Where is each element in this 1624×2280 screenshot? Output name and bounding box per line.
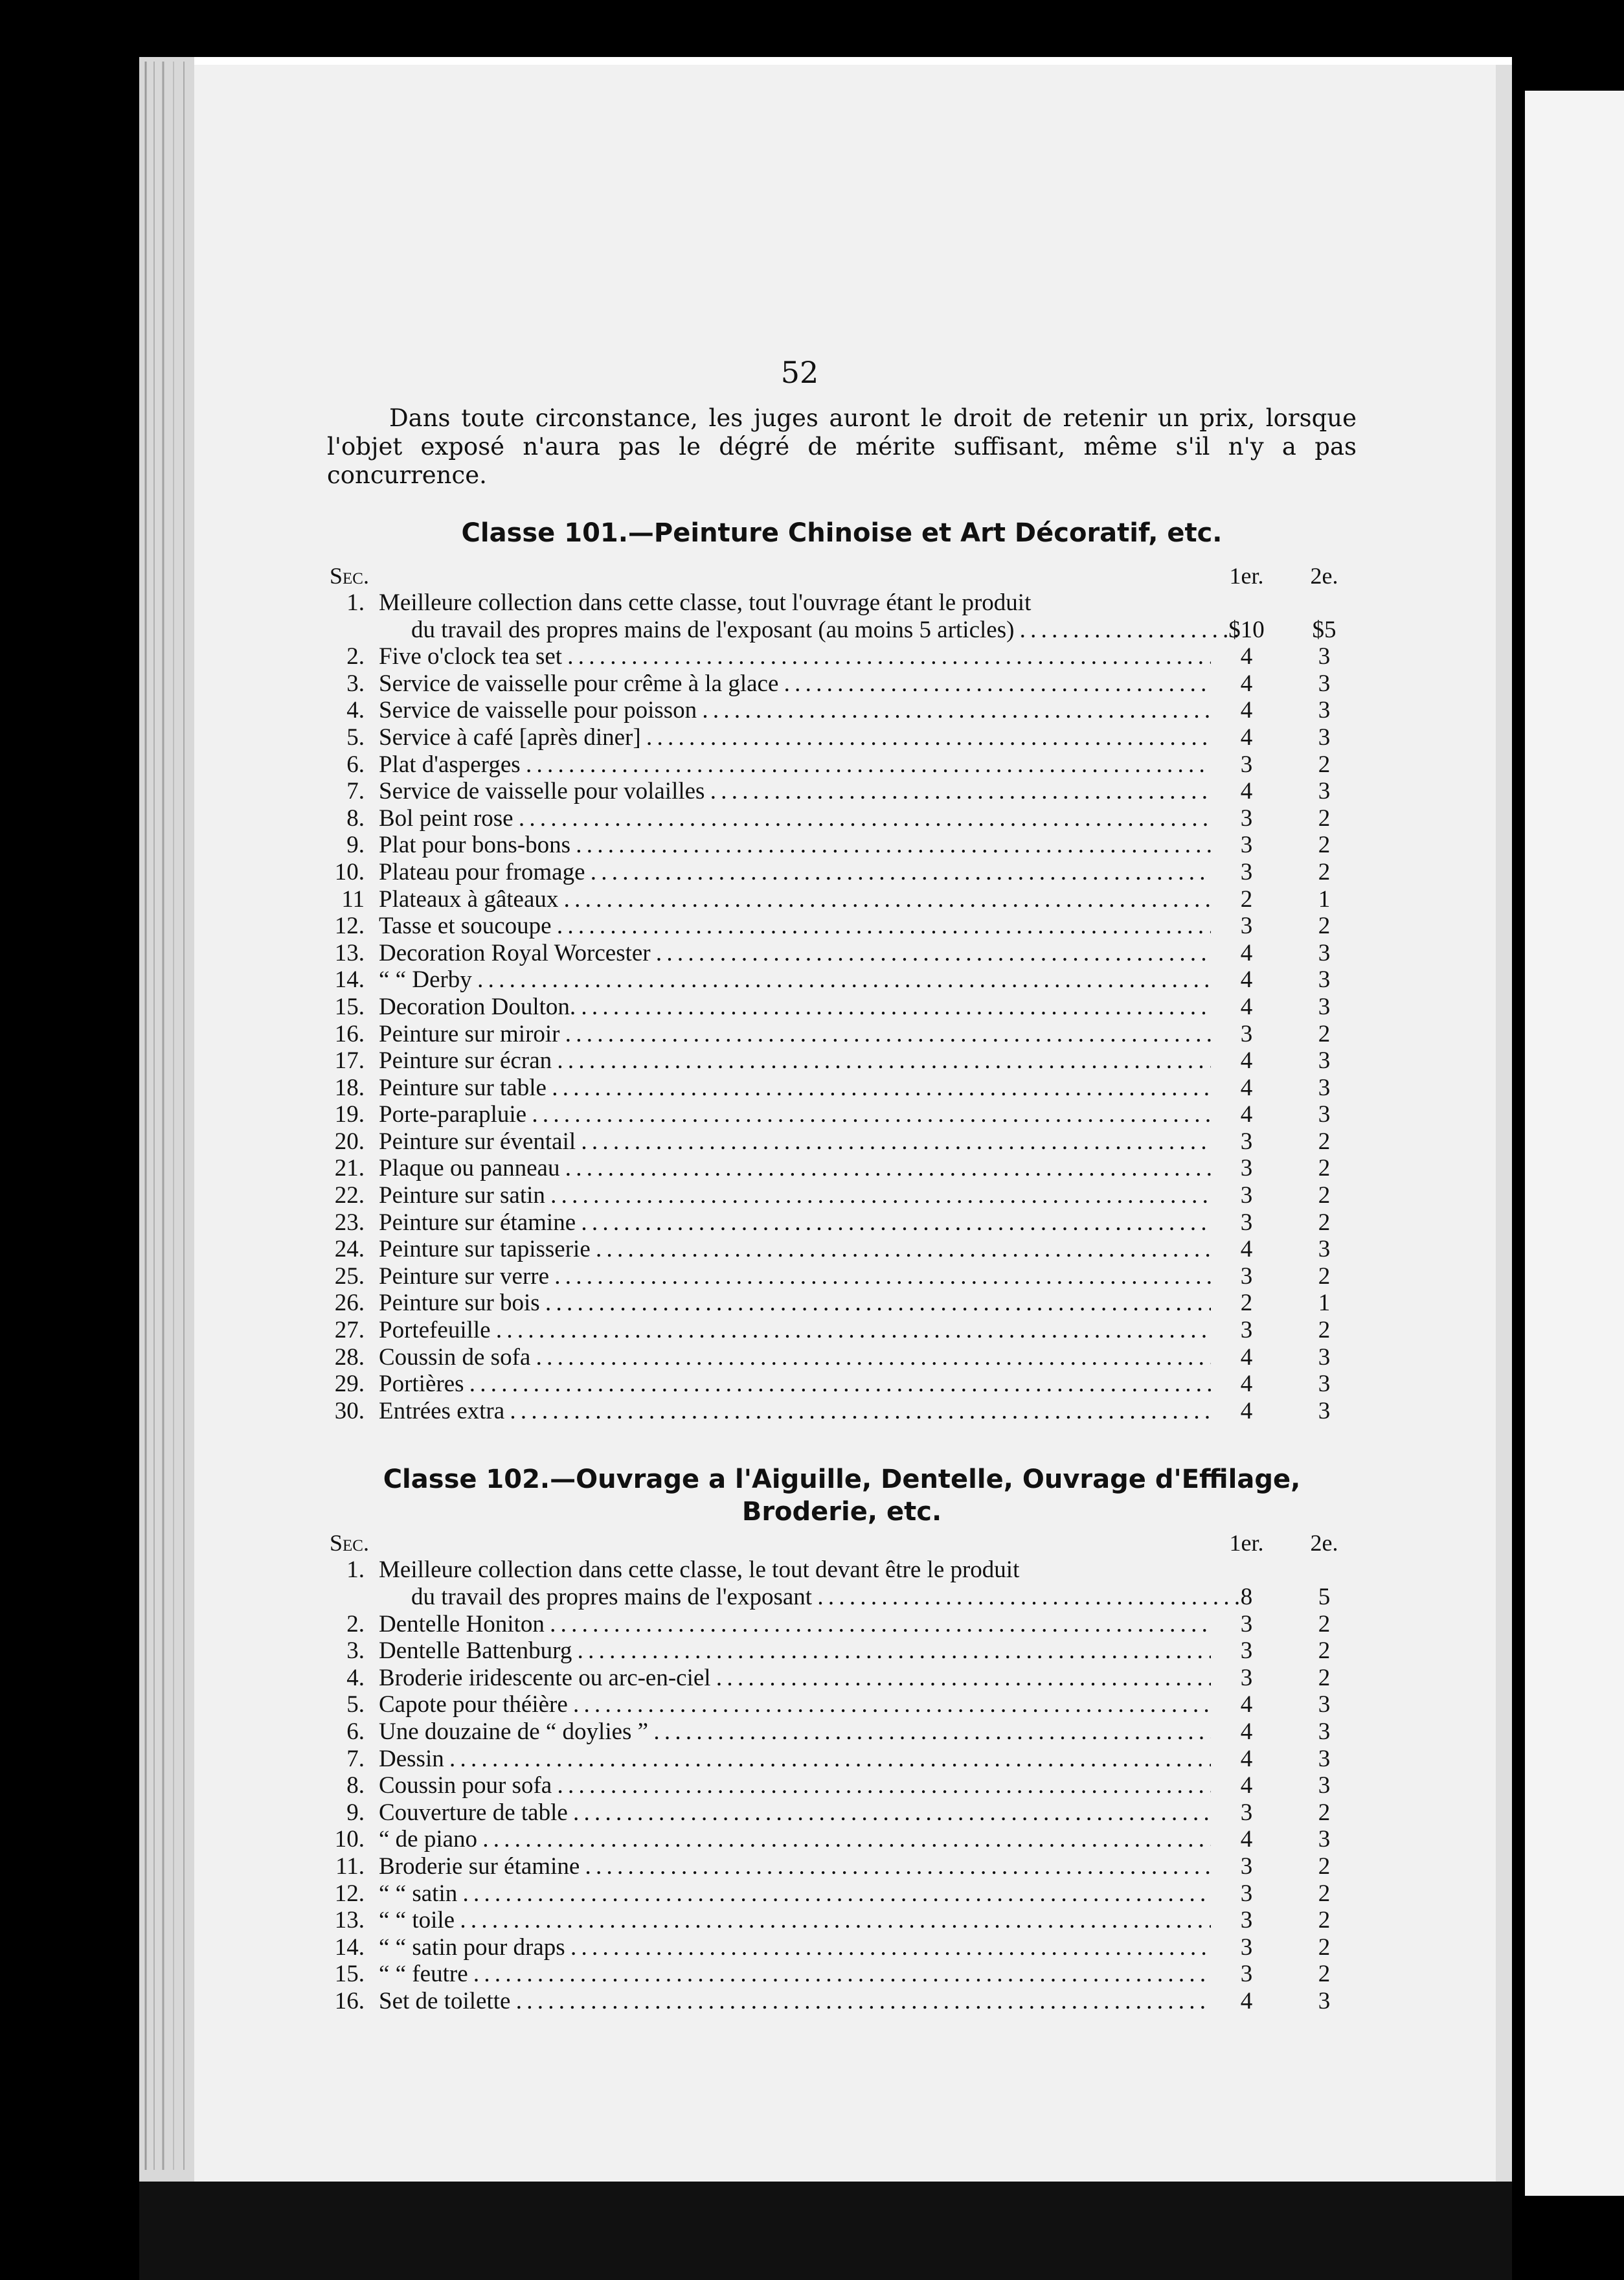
prize-entry-row <box>327 1772 1357 1799</box>
prize-entry-row <box>327 1128 1357 1156</box>
entry-number: 2. <box>346 1610 365 1637</box>
entry-label: Set de toilette . . . <box>379 1988 1211 2015</box>
entry-number: 17. <box>334 1047 365 1075</box>
second-prize-amount: 2 <box>1318 1020 1331 1047</box>
entry-number: 6. <box>346 1718 365 1745</box>
second-prize-amount: 3 <box>1318 966 1331 994</box>
second-prize-amount: $5 <box>1312 616 1336 643</box>
prize-entry-row <box>327 1718 1357 1746</box>
entry-number: 6. <box>346 751 365 778</box>
second-prize-amount: 3 <box>1318 1074 1331 1101</box>
entry-number: 9. <box>346 832 365 859</box>
first-prize-amount: 4 <box>1240 724 1253 751</box>
entry-number: 18. <box>334 1074 365 1101</box>
entry-number: 10. <box>334 1826 365 1853</box>
first-prize-amount: 3 <box>1240 913 1253 940</box>
first-prize-amount: 3 <box>1240 1262 1253 1290</box>
first-prize-amount: 4 <box>1240 1047 1253 1075</box>
prize-entry-row <box>327 1556 1357 1584</box>
entry-number: 20. <box>334 1128 365 1155</box>
entry-number: 23. <box>334 1209 365 1236</box>
first-prize-amount: 3 <box>1240 1610 1253 1637</box>
entry-number: 1. <box>346 1556 365 1584</box>
entry-number: 28. <box>334 1343 365 1371</box>
second-prize-amount: 3 <box>1318 939 1331 966</box>
entry-number: 30. <box>334 1397 365 1424</box>
entry-label: Meilleure collection dans cette classe, tout l'ouvrage étant le produit <box>379 589 1032 616</box>
second-prize-amount: 3 <box>1318 643 1331 670</box>
prize-entry-row <box>327 886 1357 913</box>
entry-label: Peinture sur verre . . . <box>379 1263 1211 1290</box>
entry-number: 10. <box>334 858 365 885</box>
prize-entry-row <box>327 832 1357 859</box>
second-prize-amount: 3 <box>1318 1397 1331 1424</box>
entry-label: “ “ Derby . . . <box>379 966 1211 994</box>
first-prize-amount: 3 <box>1240 751 1253 778</box>
second-prize-amount: 3 <box>1318 778 1331 805</box>
second-prize-amount: 2 <box>1318 913 1331 940</box>
entry-label: Service de vaisselle pour crême à la glace . . . <box>379 670 1211 698</box>
entry-label: Capote pour théière . . . <box>379 1691 1211 1718</box>
entry-number: 19. <box>334 1101 365 1128</box>
prize-entry-row <box>327 1236 1357 1263</box>
second-prize-header: 2e. <box>1310 1530 1338 1556</box>
first-prize-amount: 3 <box>1240 1799 1253 1826</box>
prize-entry-row <box>327 1075 1357 1102</box>
first-prize-amount: 3 <box>1240 1317 1253 1344</box>
second-prize-amount: 2 <box>1318 1182 1331 1209</box>
entry-label: Coussin pour sofa . . . <box>379 1772 1211 1799</box>
entry-label: Service de vaisselle pour poisson . . . <box>379 697 1211 724</box>
prize-entry-row <box>327 805 1357 832</box>
entry-number: 15. <box>334 1961 365 1988</box>
entry-label: Dentelle Honiton . . . <box>379 1611 1211 1638</box>
prize-entry-row <box>327 1290 1357 1317</box>
entry-label: “ “ toile . . . <box>379 1907 1211 1934</box>
prize-entry-row <box>327 1209 1357 1237</box>
class-101-heading: Classe 101.—Peinture Chinoise et Art Décoratif, etc. <box>461 518 1223 548</box>
entry-number: 21. <box>334 1155 365 1182</box>
first-prize-amount: 4 <box>1240 993 1253 1020</box>
first-prize-amount: 3 <box>1240 858 1253 885</box>
entry-number: 13. <box>334 1907 365 1934</box>
entry-number: 5. <box>346 724 365 751</box>
entry-label: du travail des propres mains de l'exposant (au moins 5 articles) . . . <box>411 617 1243 644</box>
prize-entry-row <box>327 670 1357 698</box>
second-prize-amount: 3 <box>1318 1236 1331 1263</box>
prize-entry-row <box>327 1853 1357 1880</box>
entry-number: 13. <box>334 939 365 966</box>
first-prize-amount: 4 <box>1240 1718 1253 1745</box>
prize-entry-row <box>327 1665 1357 1692</box>
first-prize-amount: 4 <box>1240 966 1253 994</box>
entry-number: 16. <box>334 1987 365 2014</box>
second-prize-amount: 2 <box>1318 1961 1331 1988</box>
first-prize-header: 1er. <box>1229 1530 1264 1556</box>
entry-number: 25. <box>334 1262 365 1290</box>
second-prize-amount: 3 <box>1318 1987 1331 2014</box>
prize-entry-row <box>327 859 1357 886</box>
first-prize-amount: 4 <box>1240 1397 1253 1424</box>
entry-number: 12. <box>334 1880 365 1907</box>
prize-entry-row <box>327 966 1357 994</box>
first-prize-amount: 3 <box>1240 1128 1253 1155</box>
entry-label: Plat pour bons-bons . . . <box>379 832 1211 859</box>
second-prize-amount: 3 <box>1318 1371 1331 1398</box>
class-102-heading-line2: Broderie, etc. <box>741 1497 942 1527</box>
entry-number: 27. <box>334 1317 365 1344</box>
second-prize-amount: 2 <box>1318 858 1331 885</box>
prize-entry-row <box>327 1637 1357 1665</box>
entry-number: 7. <box>346 1745 365 1772</box>
first-prize-amount: 3 <box>1240 1664 1253 1691</box>
entry-number: 3. <box>346 1637 365 1665</box>
first-prize-amount: 4 <box>1240 670 1253 697</box>
entry-label: Plateau pour fromage . . . <box>379 859 1211 886</box>
first-prize-amount: 4 <box>1240 1343 1253 1371</box>
second-prize-amount: 2 <box>1318 1209 1331 1236</box>
prize-entry-row <box>327 1799 1357 1827</box>
entry-label: “ “ satin . . . <box>379 1880 1211 1908</box>
second-prize-amount: 3 <box>1318 1745 1331 1772</box>
second-prize-amount: 2 <box>1318 804 1331 832</box>
entry-number: 8. <box>346 804 365 832</box>
prize-entry-row <box>327 778 1357 805</box>
prize-entry-row <box>327 724 1357 751</box>
second-prize-amount: 2 <box>1318 1852 1331 1880</box>
first-prize-amount: 4 <box>1240 778 1253 805</box>
entry-number: 14. <box>334 1933 365 1961</box>
second-prize-amount: 2 <box>1318 832 1331 859</box>
second-prize-amount: 2 <box>1318 1933 1331 1961</box>
prize-entry-row <box>327 1182 1357 1209</box>
first-prize-amount: 4 <box>1240 1101 1253 1128</box>
first-prize-amount: 8 <box>1240 1584 1253 1610</box>
entry-number: 7. <box>346 778 365 805</box>
first-prize-amount: 2 <box>1240 1290 1253 1317</box>
entry-label: Plateaux à gâteaux . . . <box>379 886 1211 913</box>
entry-label: Peinture sur tapisserie . . . <box>379 1236 1211 1263</box>
first-prize-amount: 3 <box>1240 1020 1253 1047</box>
entry-label: Five o'clock tea set . . . <box>379 643 1211 670</box>
entry-label: du travail des propres mains de l'exposant . . . <box>411 1584 1243 1611</box>
second-prize-amount: 3 <box>1318 670 1331 697</box>
prize-entry-row <box>327 697 1357 724</box>
second-prize-amount: 3 <box>1318 1718 1331 1745</box>
second-prize-amount: 3 <box>1318 1343 1331 1371</box>
entry-label: Broderie iridescente ou arc-en-ciel . . . <box>379 1665 1211 1692</box>
first-prize-amount: 3 <box>1240 1182 1253 1209</box>
entry-number: 4. <box>346 697 365 724</box>
second-prize-amount: 2 <box>1318 1610 1331 1637</box>
entry-label: Decoration Royal Worcester . . . <box>379 940 1211 967</box>
prize-entry-row <box>327 994 1357 1021</box>
entry-number: 12. <box>334 913 365 940</box>
first-prize-amount: 3 <box>1240 1852 1253 1880</box>
second-prize-amount: 5 <box>1318 1584 1331 1610</box>
first-prize-amount: 4 <box>1240 1772 1253 1799</box>
prize-entry-row <box>327 1021 1357 1048</box>
entry-number: 2. <box>346 643 365 670</box>
entry-label: Peinture sur étamine . . . <box>379 1209 1211 1237</box>
second-prize-amount: 2 <box>1318 1317 1331 1344</box>
prize-entry-row <box>327 1371 1357 1398</box>
first-prize-amount: 4 <box>1240 1826 1253 1853</box>
prize-entry-row <box>327 1344 1357 1371</box>
first-prize-amount: 3 <box>1240 1933 1253 1961</box>
first-prize-amount: 4 <box>1240 939 1253 966</box>
entry-label: “ de piano . . . <box>379 1826 1211 1853</box>
prize-entry-row <box>327 1611 1357 1638</box>
first-prize-amount: 3 <box>1240 832 1253 859</box>
entry-label: Peinture sur éventail . . . <box>379 1128 1211 1156</box>
second-prize-amount: 1 <box>1318 1290 1331 1317</box>
second-prize-amount: 2 <box>1318 751 1331 778</box>
entry-label: Peinture sur bois . . . <box>379 1290 1211 1317</box>
entry-label: Une douzaine de “ doylies ” . . . <box>379 1718 1211 1746</box>
first-prize-amount: 3 <box>1240 1880 1253 1907</box>
prize-entry-row <box>327 1826 1357 1853</box>
entry-label: Bol peint rose . . . <box>379 805 1211 832</box>
sec-column-header: Sec. <box>330 563 369 589</box>
second-prize-amount: 3 <box>1318 1101 1331 1128</box>
prize-entry-row <box>327 751 1357 779</box>
prize-entry-row <box>327 1047 1357 1075</box>
class-101-entries <box>327 589 1357 1424</box>
page-content <box>327 350 1357 2015</box>
second-prize-amount: 3 <box>1318 993 1331 1020</box>
second-prize-header: 2e. <box>1310 563 1338 589</box>
second-prize-amount: 2 <box>1318 1799 1331 1826</box>
entry-label: Decoration Doulton. . . . <box>379 994 1211 1021</box>
entry-number: 22. <box>334 1182 365 1209</box>
entry-label: Plaque ou panneau . . . <box>379 1155 1211 1182</box>
class-102-heading <box>327 1463 1357 1528</box>
first-prize-amount: $10 <box>1228 616 1265 643</box>
entry-number: 14. <box>334 966 365 994</box>
second-prize-amount: 2 <box>1318 1128 1331 1155</box>
entry-number: 16. <box>334 1020 365 1047</box>
entry-label: Dentelle Battenburg . . . <box>379 1637 1211 1665</box>
class-101-column-headers <box>327 562 1357 589</box>
first-prize-amount: 2 <box>1240 885 1253 913</box>
entry-label: Service à café [après diner] . . . <box>379 724 1211 751</box>
entry-label: Broderie sur étamine . . . <box>379 1853 1211 1880</box>
entry-label: Peinture sur satin . . . <box>379 1182 1211 1209</box>
entry-label: Service de vaisselle pour volailles . . . <box>379 778 1211 805</box>
entry-label: Dessin . . . <box>379 1746 1211 1773</box>
entry-label: “ “ satin pour draps . . . <box>379 1934 1211 1961</box>
second-prize-amount: 3 <box>1318 1772 1331 1799</box>
prize-entry-row <box>327 589 1357 617</box>
class-102-column-headers <box>327 1529 1357 1556</box>
first-prize-amount: 3 <box>1240 1961 1253 1988</box>
entry-number: 15. <box>334 993 365 1020</box>
entry-label: Peinture sur table . . . <box>379 1075 1211 1102</box>
first-prize-amount: 3 <box>1240 1637 1253 1665</box>
prize-entry-row <box>327 1934 1357 1961</box>
first-prize-amount: 3 <box>1240 1907 1253 1934</box>
prize-entry-row <box>327 1101 1357 1128</box>
entry-number: 1. <box>346 589 365 616</box>
entry-label: Portières . . . <box>379 1371 1211 1398</box>
entry-number: 4. <box>346 1664 365 1691</box>
prize-entry-row <box>327 1988 1357 2015</box>
entry-number: 24. <box>334 1236 365 1263</box>
sec-column-header: Sec. <box>330 1530 369 1556</box>
prize-entry-row <box>327 617 1357 644</box>
second-prize-amount: 3 <box>1318 697 1331 724</box>
first-prize-amount: 4 <box>1240 697 1253 724</box>
intro-paragraph: Dans toute circonstance, les juges auront le droit de retenir un prix, lorsque l'objet exposé n'aura pas le dégré de mérite suffisant, même s'il n'y a pas concurrence. <box>327 404 1357 489</box>
first-prize-header: 1er. <box>1229 563 1264 589</box>
entry-label: Tasse et soucoupe . . . <box>379 913 1211 940</box>
entry-label: Coussin de sofa . . . <box>379 1344 1211 1371</box>
first-prize-amount: 4 <box>1240 1745 1253 1772</box>
prize-entry-row <box>327 940 1357 967</box>
second-prize-amount: 2 <box>1318 1637 1331 1665</box>
prize-entry-row <box>327 1317 1357 1344</box>
entry-number: 3. <box>346 670 365 697</box>
second-prize-amount: 2 <box>1318 1880 1331 1907</box>
prize-entry-row <box>327 1691 1357 1718</box>
entry-label: Portefeuille . . . <box>379 1317 1211 1344</box>
second-prize-amount: 2 <box>1318 1664 1331 1691</box>
prize-entry-row <box>327 1155 1357 1182</box>
second-prize-amount: 3 <box>1318 724 1331 751</box>
entry-number: 5. <box>346 1691 365 1718</box>
prize-entry-row <box>327 1584 1357 1611</box>
second-prize-amount: 3 <box>1318 1691 1331 1718</box>
first-prize-amount: 4 <box>1240 1987 1253 2014</box>
first-prize-amount: 4 <box>1240 1691 1253 1718</box>
entry-number: 26. <box>334 1290 365 1317</box>
second-prize-amount: 2 <box>1318 1262 1331 1290</box>
entry-number: 9. <box>346 1799 365 1826</box>
first-prize-amount: 4 <box>1240 1236 1253 1263</box>
prize-entry-row <box>327 1880 1357 1908</box>
entry-number: 11. <box>335 1852 365 1880</box>
second-prize-amount: 3 <box>1318 1047 1331 1075</box>
entry-label: Peinture sur miroir . . . <box>379 1021 1211 1048</box>
first-prize-amount: 4 <box>1240 643 1253 670</box>
prize-entry-row <box>327 913 1357 940</box>
entry-number: 11 <box>341 885 365 913</box>
entry-label: Entrées extra . . . <box>379 1398 1211 1425</box>
entry-label: Meilleure collection dans cette classe, le tout devant être le produit <box>379 1556 1020 1584</box>
entry-label: “ “ feutre . . . <box>379 1961 1211 1988</box>
prize-entry-row <box>327 1398 1357 1425</box>
first-prize-amount: 3 <box>1240 1209 1253 1236</box>
entry-number: 29. <box>334 1371 365 1398</box>
entry-label: Porte-parapluie . . . <box>379 1101 1211 1128</box>
second-prize-amount: 3 <box>1318 1826 1331 1853</box>
second-prize-amount: 1 <box>1318 885 1331 913</box>
entry-label: Plat d'asperges . . . <box>379 751 1211 779</box>
entry-number: 8. <box>346 1772 365 1799</box>
prize-entry-row <box>327 1961 1357 1988</box>
second-prize-amount: 2 <box>1318 1155 1331 1182</box>
entry-label: Couverture de table . . . <box>379 1799 1211 1827</box>
prize-entry-row <box>327 643 1357 670</box>
class-102-heading-line1: Classe 102.—Ouvrage a l'Aiguille, Dentelle, Ouvrage d'Effilage, <box>383 1465 1301 1495</box>
first-prize-amount: 3 <box>1240 804 1253 832</box>
first-prize-amount: 4 <box>1240 1074 1253 1101</box>
prize-entry-row <box>327 1907 1357 1934</box>
class-102-entries <box>327 1556 1357 2014</box>
first-prize-amount: 4 <box>1240 1371 1253 1398</box>
prize-entry-row <box>327 1746 1357 1773</box>
entry-label: Peinture sur écran . . . <box>379 1047 1211 1075</box>
page-number: 52 <box>780 355 819 390</box>
first-prize-amount: 3 <box>1240 1155 1253 1182</box>
second-prize-amount: 2 <box>1318 1907 1331 1934</box>
prize-entry-row <box>327 1263 1357 1290</box>
